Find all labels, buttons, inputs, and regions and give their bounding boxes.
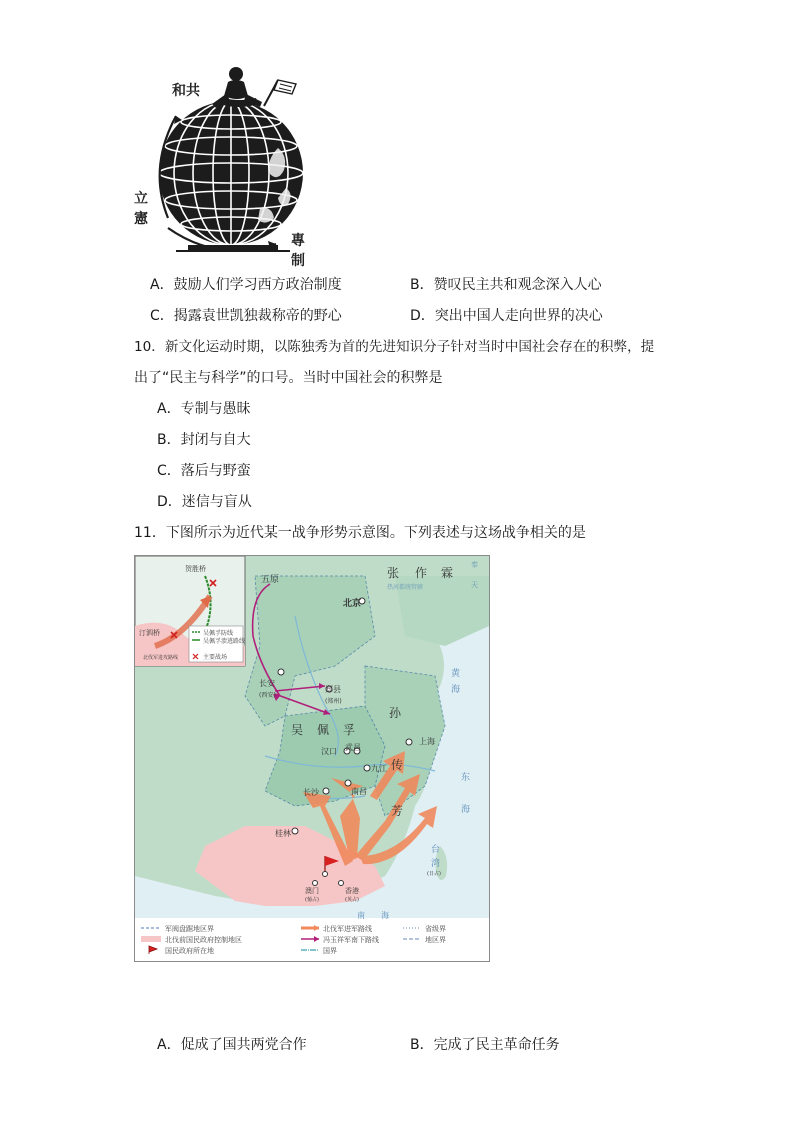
map-label-fengtian-2: 天	[471, 581, 478, 589]
q10-option-a-letter: A．	[157, 401, 181, 417]
q10-stem-line-2: 出了“民主与科学”的口号。当时中国社会的积弊是	[134, 370, 443, 386]
map-label-xian: (西安)	[259, 692, 276, 699]
q10-option-b-letter: B．	[157, 432, 181, 448]
map-label-yingzhan: (英占)	[345, 897, 359, 903]
cartoon-label-left-1: 立	[134, 191, 148, 207]
map-label-nanchang: 南昌	[351, 787, 367, 796]
legend-national-border: 国界	[323, 947, 337, 955]
q9-option-b-letter: B．	[410, 277, 434, 293]
q9-option-a	[150, 276, 342, 294]
cartoon-label-right-1: 專	[291, 233, 305, 249]
q11-option-a-letter: A．	[157, 1037, 181, 1053]
q9-option-a-letter: A．	[150, 277, 174, 293]
map-label-huang-hai-1: 黄	[451, 669, 461, 679]
map-label-taiwan-2: 湾	[431, 859, 441, 869]
map-label-hai: 海	[461, 805, 471, 815]
map-label-fu: 孚	[343, 723, 356, 737]
map-label-beijing: 北京	[343, 599, 362, 609]
map-label-changsha: 长沙	[303, 788, 319, 797]
q9-option-c-text: 揭露袁世凯独裁称帝的野心	[173, 308, 342, 324]
map-label-putao: (葡占)	[305, 897, 319, 903]
q11-option-a-text: 促成了国共两党合作	[180, 1037, 307, 1053]
q11-option-b	[410, 1036, 560, 1054]
map-label-dong: 东	[461, 773, 471, 783]
q10-option-d-letter: D．	[157, 494, 182, 510]
map-label-zuo: 作	[415, 566, 428, 580]
map-label-inset-bottom: 北伐军进攻路线	[143, 655, 179, 661]
q9-option-c	[150, 307, 342, 325]
q9-option-d-text: 突出中国人走向世界的决心	[434, 308, 603, 324]
q10-option-b	[157, 431, 251, 449]
map-label-fengtian-1: 奉	[471, 561, 478, 569]
q9-option-c-letter: C．	[150, 308, 174, 324]
cartoon-figure	[128, 58, 328, 268]
q10-stem-line-1: 10．新文化运动时期，以陈独秀为首的先进知识分子针对当时中国社会存在的积弊，提	[134, 339, 655, 355]
q9-option-d-letter: D．	[410, 308, 435, 324]
map-label-guilin: 桂林	[275, 829, 291, 838]
q10-option-b-text: 封闭与自大	[180, 432, 251, 448]
map-label-sun: 孙	[389, 706, 402, 720]
q9-option-d	[410, 307, 603, 325]
q10-option-c	[157, 462, 251, 480]
cartoon-label-left-2: 憲	[134, 211, 148, 227]
q10-option-a	[157, 400, 251, 418]
q11-stem: 11．下图所示为近代某一战争形势示意图。下列表述与这场战争相关的是	[134, 525, 586, 541]
cartoon-label-right-2: 制	[291, 253, 305, 269]
q11-option-a	[157, 1036, 307, 1054]
map-label-chuan: 传	[391, 758, 404, 772]
legend-feng-route: 冯玉祥军南下路线	[323, 936, 379, 944]
q9-option-b	[410, 276, 602, 294]
legend-kmt-seat: 国民政府所在地	[165, 947, 214, 955]
inset-legend-1: 吴佩孚防线	[203, 630, 234, 637]
legend-region-border: 地区界	[425, 936, 446, 944]
q10-option-d-text: 迷信与盲从	[181, 494, 252, 510]
map-label-xianggang: 香港	[345, 887, 359, 895]
map-label-jiujiang: 九江	[371, 764, 387, 773]
legend-warlord-boundary: 军阀盘踞地区界	[165, 925, 214, 933]
q10-option-c-text: 落后与野蛮	[180, 463, 251, 479]
q11-option-b-letter: B．	[410, 1037, 434, 1053]
map-label-pei: 佩	[317, 723, 330, 737]
inset-legend-2: 吴佩孚溃逃路线	[203, 638, 246, 645]
map-label-shanghai: 上海	[419, 737, 435, 746]
q11-option-b-text: 完成了民主革命任务	[433, 1037, 560, 1053]
map-label-zhengxian: 郑县	[325, 685, 341, 694]
map-label-fang: 芳	[391, 804, 404, 818]
cartoon-label-top: 和共	[172, 83, 200, 99]
q9-option-b-text: 赞叹民主共和观念深入人心	[433, 277, 602, 293]
map-label-taiwan-1: 台	[431, 845, 441, 855]
map-label-zhang: 张	[387, 566, 400, 580]
q10-option-a-text: 专制与愚昧	[180, 401, 251, 417]
map-label-wuyuan: 五原	[261, 575, 280, 585]
map-label-changan: 长安	[259, 679, 275, 688]
map-label-hankou: 汉口	[321, 747, 337, 756]
inset-legend-3: 主要战场	[203, 654, 228, 661]
map-label-hai2: 海	[381, 911, 389, 920]
map-label-huang-hai-2: 海	[451, 685, 461, 695]
legend-provincial-border: 省级界	[425, 925, 446, 933]
q10-option-c-letter: C．	[157, 463, 181, 479]
map-label-zhengzhou: (郑州)	[325, 698, 342, 705]
map-label-rehe: 热河都统管辖	[387, 584, 424, 591]
legend-kmt-area: 北伐前国民政府控制地区	[165, 936, 242, 944]
map-label-aomen: 澳门	[305, 887, 319, 895]
map-label-nan: 南	[357, 911, 365, 920]
map-label-tingsiqiao: 汀泗桥	[139, 629, 160, 637]
q10-option-d	[157, 493, 252, 511]
q9-option-a-text: 鼓励人们学习西方政治制度	[173, 277, 342, 293]
legend-expedition-route: 北伐军进军路线	[323, 925, 372, 933]
map-label-rizhan: (日占)	[427, 871, 441, 877]
map-label-wu: 吴	[291, 723, 304, 737]
map-label-heshengqiao: 贺胜桥	[185, 565, 206, 573]
map-label-lin: 霖	[441, 566, 454, 580]
map-label-wuchang: 武昌	[345, 743, 361, 752]
northern-expedition-map	[134, 555, 490, 962]
